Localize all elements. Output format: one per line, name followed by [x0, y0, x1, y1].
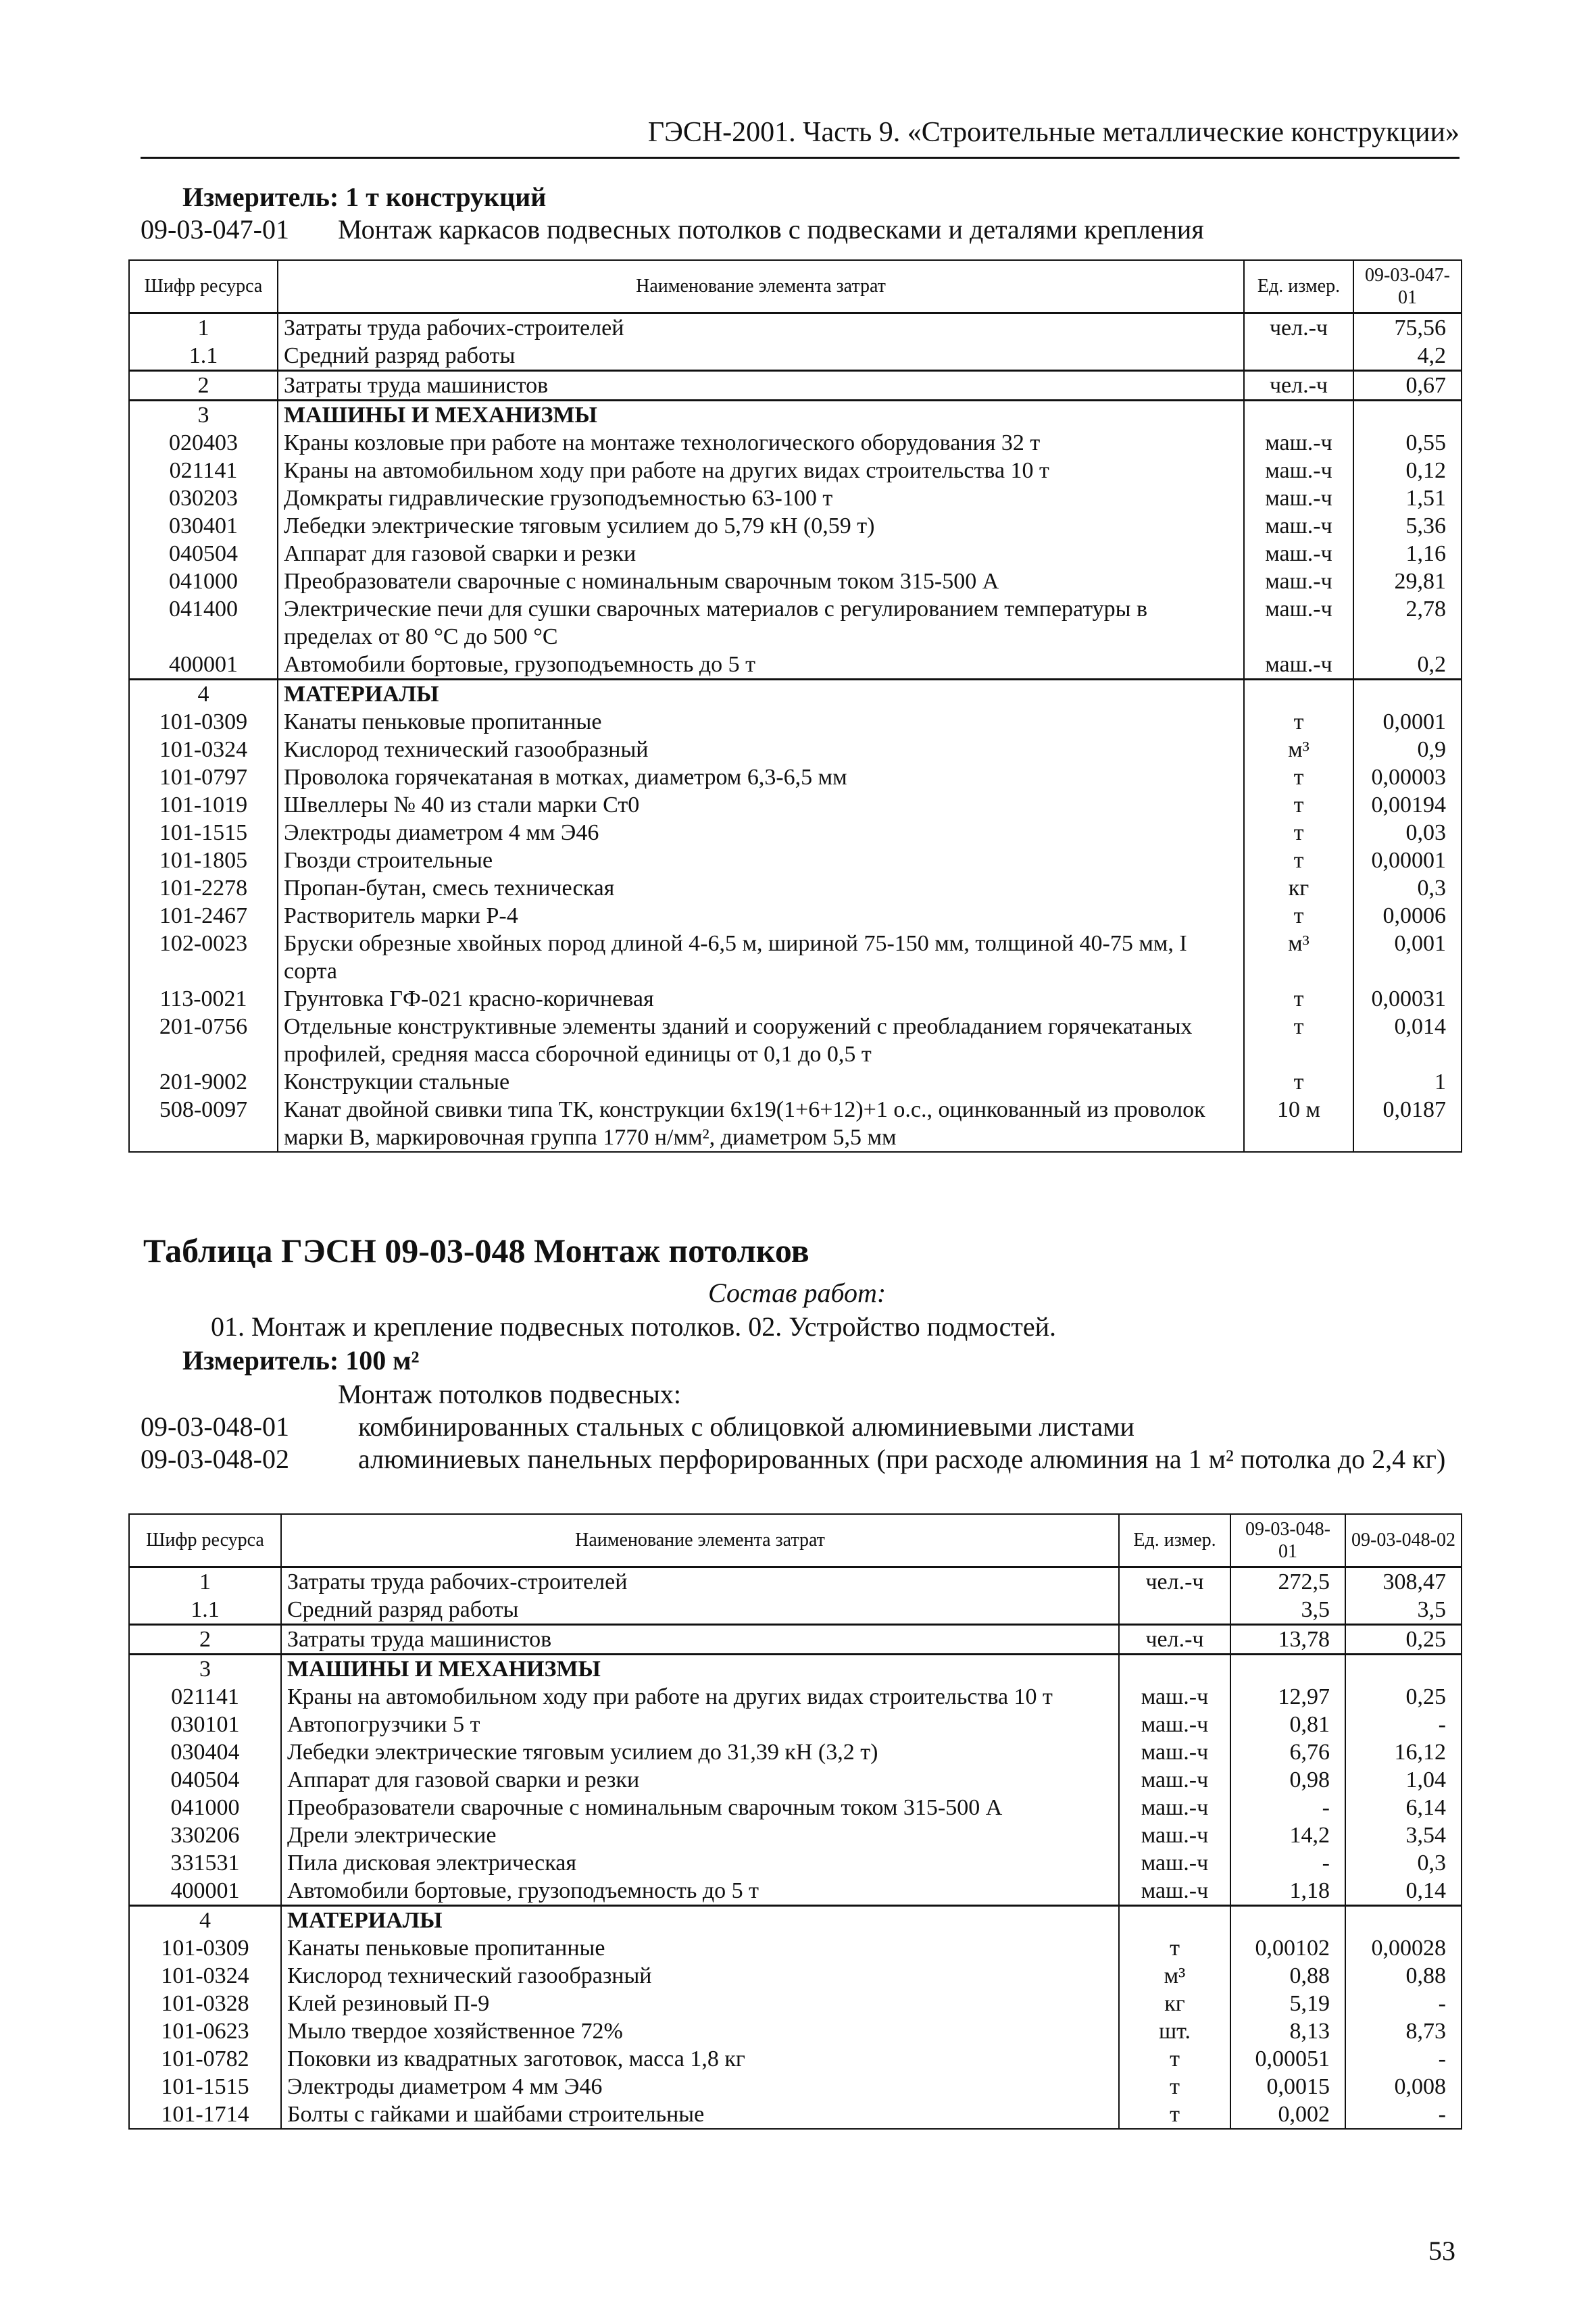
cost-element-name: Лебедки электрические тяговым усилием до 31,39 кН (3,2 т) [281, 1738, 1119, 1766]
norm-code-1: 09-03-047-01 [141, 214, 289, 245]
unit: т [1244, 819, 1353, 847]
cost-element-name: Проволока горячекатаная в мотках, диаметром 6,3-6,5 мм [278, 763, 1244, 791]
resource-code: 040504 [129, 540, 278, 568]
unit: маш.-ч [1244, 512, 1353, 540]
resource-code: 2 [129, 1624, 281, 1654]
cost-element-name: Грунтовка ГФ-021 красно-коричневая [278, 985, 1244, 1013]
cost-element-name: Автомобили бортовые, грузоподъемность до 5 т [281, 1877, 1119, 1906]
resource-code: 1.1 [129, 342, 278, 371]
table-row [129, 429, 1462, 457]
cost-element-name: Дрели электрические [281, 1821, 1119, 1849]
cost-element-name: Преобразователи сварочные с номинальным сварочным током 315-500 А [278, 568, 1244, 595]
unit: т [1244, 708, 1353, 736]
unit: т [1244, 847, 1353, 874]
norm-value: 3,5 [1345, 1596, 1462, 1625]
resource-code: 101-2278 [129, 874, 278, 902]
cost-element-name: Электрические печи для сушки сварочных материалов с регулированием температуры в пределах от 80 °С до 500 °С [278, 595, 1244, 651]
resource-code: 508-0097 [129, 1096, 278, 1152]
unit: т [1119, 2073, 1230, 2101]
table-row [129, 2045, 1462, 2073]
table-row [129, 1962, 1462, 1990]
norm-value: 0,3 [1345, 1849, 1462, 1877]
norm-value: 4,2 [1353, 342, 1462, 371]
resource-code: 4 [129, 679, 278, 708]
norm-value: 29,81 [1353, 568, 1462, 595]
col-header-name: Наименование элемента затрат [278, 260, 1244, 313]
table-row [129, 484, 1462, 512]
norm-value: 0,00001 [1353, 847, 1462, 874]
cost-element-name: МАТЕРИАЛЫ [281, 1905, 1119, 1934]
norm-value: 0,67 [1353, 370, 1462, 400]
norm-value: 0,00194 [1353, 791, 1462, 819]
unit [1244, 400, 1353, 429]
norm-value: 0,00028 [1345, 1934, 1462, 1962]
norm-desc-048-01: комбинированных стальных с облицовкой алюминиевыми листами [358, 1411, 1134, 1442]
resource-code: 030101 [129, 1711, 281, 1738]
cost-element-name: Пропан-бутан, смесь техническая [278, 874, 1244, 902]
cost-element-name: Кислород технический газообразный [278, 736, 1244, 763]
cost-element-name: Средний разряд работы [281, 1596, 1119, 1625]
cost-element-name: Канаты пеньковые пропитанные [281, 1934, 1119, 1962]
measure-1: Измеритель: 1 т конструкций [182, 182, 547, 212]
cost-element-name: Автопогрузчики 5 т [281, 1711, 1119, 1738]
resource-code: 041400 [129, 595, 278, 651]
table-row [129, 1849, 1462, 1877]
norm-value: - [1230, 1794, 1345, 1821]
norm-value: 3,54 [1345, 1821, 1462, 1849]
unit: т [1244, 763, 1353, 791]
resource-code: 4 [129, 1905, 281, 1934]
norm-value: 0,88 [1230, 1962, 1345, 1990]
cost-element-name: Растворитель марки Р-4 [278, 902, 1244, 930]
cost-element-name: Затраты труда рабочих-строителей [281, 1567, 1119, 1596]
unit: т [1244, 902, 1353, 930]
unit [1244, 342, 1353, 371]
unit: т [1119, 2045, 1230, 2073]
cost-element-name: Клей резиновый П-9 [281, 1990, 1119, 2017]
cost-element-name: Затраты труда машинистов [278, 370, 1244, 400]
table-row [129, 1877, 1462, 1906]
table-row [129, 2073, 1462, 2101]
norm-value: 0,001 [1353, 930, 1462, 985]
unit: маш.-ч [1244, 429, 1353, 457]
norm-value: 1,51 [1353, 484, 1462, 512]
table-title-048: Таблица ГЭСН 09-03-048 Монтаж потолков [143, 1232, 809, 1269]
unit: маш.-ч [1119, 1849, 1230, 1877]
unit: маш.-ч [1244, 595, 1353, 651]
resource-code: 101-0324 [129, 736, 278, 763]
cost-element-name: Поковки из квадратных заготовок, масса 1,8 кг [281, 2045, 1119, 2073]
cost-element-name: Затраты труда машинистов [281, 1624, 1119, 1654]
norm-value: 0,12 [1353, 457, 1462, 484]
cost-element-name: Отдельные конструктивные элементы зданий и сооружений с преобладанием горячекатаных профилей, средняя масса сборочной единицы от 0,1 до 0,5 т [278, 1013, 1244, 1068]
cost-element-name: МАТЕРИАЛЫ [278, 679, 1244, 708]
cost-element-name: Домкраты гидравлические грузоподъемностью 63-100 т [278, 484, 1244, 512]
table-row [129, 400, 1462, 429]
cost-element-name: Кислород технический газообразный [281, 1962, 1119, 1990]
resource-code: 101-1805 [129, 847, 278, 874]
norm-value: 1,18 [1230, 1877, 1345, 1906]
running-header: ГЭСН-2001. Часть 9. «Строительные металлические конструкции» [647, 117, 1460, 148]
resource-code: 3 [129, 1654, 281, 1683]
table-row [129, 819, 1462, 847]
norm-code-048-02: 09-03-048-02 [141, 1444, 289, 1474]
resource-code: 2 [129, 370, 278, 400]
cost-element-name: Бруски обрезные хвойных пород длиной 4-6,5 м, шириной 75-150 мм, толщиной 40-75 мм, I сорта [278, 930, 1244, 985]
table-row [129, 2101, 1462, 2129]
table-row [129, 512, 1462, 540]
table-row [129, 708, 1462, 736]
norm-value: 14,2 [1230, 1821, 1345, 1849]
composition-text: 01. Монтаж и крепление подвесных потолков. 02. Устройство подмостей. [211, 1311, 1057, 1342]
unit: маш.-ч [1119, 1738, 1230, 1766]
resource-code: 330206 [129, 1821, 281, 1849]
resource-code: 3 [129, 400, 278, 429]
norm-value: 0,0015 [1230, 2073, 1345, 2101]
resource-code: 021141 [129, 1683, 281, 1711]
norm-value: 0,25 [1345, 1624, 1462, 1654]
table-row [129, 540, 1462, 568]
table-row [129, 1934, 1462, 1962]
unit: т [1244, 1013, 1353, 1068]
table-row [129, 1738, 1462, 1766]
table-row [129, 791, 1462, 819]
norm-value: 0,25 [1345, 1683, 1462, 1711]
cost-element-name: Краны козловые при работе на монтаже технологического оборудования 32 т [278, 429, 1244, 457]
table-row [129, 370, 1462, 400]
norm-value [1230, 1905, 1345, 1934]
cost-element-name: Аппарат для газовой сварки и резки [281, 1766, 1119, 1794]
cost-element-name: Преобразователи сварочные с номинальным сварочным током 315-500 А [281, 1794, 1119, 1821]
norm-value: 1,16 [1353, 540, 1462, 568]
unit: чел.-ч [1119, 1567, 1230, 1596]
norm-code-048-01: 09-03-048-01 [141, 1411, 289, 1442]
unit: кг [1119, 1990, 1230, 2017]
cost-element-name: Швеллеры № 40 из стали марки Ст0 [278, 791, 1244, 819]
resource-code: 400001 [129, 1877, 281, 1906]
unit: кг [1244, 874, 1353, 902]
cost-element-name: Конструкции стальные [278, 1068, 1244, 1096]
table-row [129, 313, 1462, 342]
col-header-value: 09-03-047-01 [1353, 260, 1462, 313]
norm-value: - [1345, 1711, 1462, 1738]
norm-value: 5,36 [1353, 512, 1462, 540]
cost-element-name: Электроды диаметром 4 мм Э46 [278, 819, 1244, 847]
norm-value: 0,002 [1230, 2101, 1345, 2129]
col-header-code: Шифр ресурса [129, 260, 278, 313]
unit: маш.-ч [1119, 1877, 1230, 1906]
table-row [129, 1766, 1462, 1794]
unit: маш.-ч [1244, 457, 1353, 484]
table-row [129, 1624, 1462, 1654]
cost-element-name: Краны на автомобильном ходу при работе на других видах строительства 10 т [278, 457, 1244, 484]
norm-value: - [1345, 1990, 1462, 2017]
resource-code: 1.1 [129, 1596, 281, 1625]
resource-code: 101-1515 [129, 819, 278, 847]
norm-value: 12,97 [1230, 1683, 1345, 1711]
composition-label: Состав работ: [708, 1278, 887, 1308]
table-row [129, 651, 1462, 680]
measure-2: Измеритель: 100 м² [182, 1345, 420, 1376]
norm-value: 0,14 [1345, 1877, 1462, 1906]
norm-value [1230, 1654, 1345, 1683]
table-row [129, 1596, 1462, 1625]
unit: маш.-ч [1244, 540, 1353, 568]
table-row [129, 930, 1462, 985]
cost-element-name: Канаты пеньковые пропитанные [278, 708, 1244, 736]
cost-element-name: Мыло твердое хозяйственное 72% [281, 2017, 1119, 2045]
cost-element-name: Пила дисковая электрическая [281, 1849, 1119, 1877]
cost-element-name: МАШИНЫ И МЕХАНИЗМЫ [278, 400, 1244, 429]
norm-value: 8,13 [1230, 2017, 1345, 2045]
table-row [129, 2017, 1462, 2045]
unit: т [1244, 985, 1353, 1013]
table-row [129, 1905, 1462, 1934]
norm-value: 5,19 [1230, 1990, 1345, 2017]
norm-value: - [1345, 2101, 1462, 2129]
resource-code: 101-2467 [129, 902, 278, 930]
norm-value: 0,03 [1353, 819, 1462, 847]
unit: маш.-ч [1119, 1794, 1230, 1821]
resource-code: 020403 [129, 429, 278, 457]
norm-value: 0,00003 [1353, 763, 1462, 791]
table-row [129, 736, 1462, 763]
unit: маш.-ч [1244, 568, 1353, 595]
unit: шт. [1119, 2017, 1230, 2045]
norm-value: 6,76 [1230, 1738, 1345, 1766]
norm-value: 16,12 [1345, 1738, 1462, 1766]
norm-value: 0,00102 [1230, 1934, 1345, 1962]
unit: маш.-ч [1244, 484, 1353, 512]
unit: т [1119, 2101, 1230, 2129]
norm-value: 0,008 [1345, 2073, 1462, 2101]
resource-code: 102-0023 [129, 930, 278, 985]
table-row [129, 1794, 1462, 1821]
table-row [129, 457, 1462, 484]
table-row [129, 568, 1462, 595]
cost-element-name: Канат двойной свивки типа ТК, конструкции 6х19(1+6+12)+1 о.с., оцинкованный из проволок марки В, маркировочная группа 1770 н/мм², диаметром 5,5 мм [278, 1096, 1244, 1152]
cost-element-name: Аппарат для газовой сварки и резки [278, 540, 1244, 568]
col-header-code: Шифр ресурса [129, 1514, 281, 1567]
norm-value: 0,3 [1353, 874, 1462, 902]
norm-desc-048-02: алюминиевых панельных перфорированных (при расходе алюминия на 1 м² потолка до 2,4 кг) [358, 1444, 1446, 1474]
cost-element-name: МАШИНЫ И МЕХАНИЗМЫ [281, 1654, 1119, 1683]
norm-value: 75,56 [1353, 313, 1462, 342]
norm-value: 0,88 [1345, 1962, 1462, 1990]
cost-element-name: Краны на автомобильном ходу при работе на других видах строительства 10 т [281, 1683, 1119, 1711]
cost-element-name: Лебедки электрические тяговым усилием до 5,79 кН (0,59 т) [278, 512, 1244, 540]
norm-value: 8,73 [1345, 2017, 1462, 2045]
col-header-unit: Ед. измер. [1119, 1514, 1230, 1567]
norm-value: 0,00031 [1353, 985, 1462, 1013]
resource-code: 101-0309 [129, 1934, 281, 1962]
table-row [129, 342, 1462, 371]
table-row [129, 1068, 1462, 1096]
col-header-value-1: 09-03-048-01 [1230, 1514, 1345, 1567]
table-row [129, 1821, 1462, 1849]
col-header-value-2: 09-03-048-02 [1345, 1514, 1462, 1567]
resource-code: 101-1019 [129, 791, 278, 819]
norm-value: 1,04 [1345, 1766, 1462, 1794]
unit: т [1244, 791, 1353, 819]
norm-value: 308,47 [1345, 1567, 1462, 1596]
resource-code: 331531 [129, 1849, 281, 1877]
norm-value [1353, 400, 1462, 429]
resource-code: 041000 [129, 1794, 281, 1821]
unit: маш.-ч [1119, 1821, 1230, 1849]
table-row [129, 763, 1462, 791]
resource-code: 030401 [129, 512, 278, 540]
resource-code: 1 [129, 1567, 281, 1596]
unit [1244, 679, 1353, 708]
subtitle-2: Монтаж потолков подвесных: [338, 1379, 682, 1409]
table-row [129, 1654, 1462, 1683]
table-row [129, 1711, 1462, 1738]
table-row [129, 1683, 1462, 1711]
resource-code: 101-0797 [129, 763, 278, 791]
unit: м³ [1119, 1962, 1230, 1990]
resource-code: 1 [129, 313, 278, 342]
norm-value: 0,00051 [1230, 2045, 1345, 2073]
unit: т [1119, 1934, 1230, 1962]
unit [1119, 1905, 1230, 1934]
table-row [129, 1096, 1462, 1152]
unit: маш.-ч [1119, 1683, 1230, 1711]
resource-code: 101-1714 [129, 2101, 281, 2129]
cost-element-name: Электроды диаметром 4 мм Э46 [281, 2073, 1119, 2101]
cost-element-name: Болты с гайками и шайбами строительные [281, 2101, 1119, 2129]
resource-code: 101-1515 [129, 2073, 281, 2101]
norm-value: 0,014 [1353, 1013, 1462, 1068]
col-header-unit: Ед. измер. [1244, 260, 1353, 313]
norm-table-048 [128, 1513, 1462, 2130]
table-row [129, 679, 1462, 708]
unit: чел.-ч [1119, 1624, 1230, 1654]
resource-code: 113-0021 [129, 985, 278, 1013]
norm-value: 1 [1353, 1068, 1462, 1096]
unit: маш.-ч [1119, 1766, 1230, 1794]
table-row [129, 1013, 1462, 1068]
norm-value: 0,55 [1353, 429, 1462, 457]
norm-value: 0,2 [1353, 651, 1462, 680]
norm-value [1345, 1905, 1462, 1934]
unit: маш.-ч [1119, 1711, 1230, 1738]
norm-value: 13,78 [1230, 1624, 1345, 1654]
norm-value: - [1345, 2045, 1462, 2073]
table-row [129, 902, 1462, 930]
norm-value [1353, 679, 1462, 708]
resource-code: 030203 [129, 484, 278, 512]
norm-value: 3,5 [1230, 1596, 1345, 1625]
norm-table-047 [128, 259, 1462, 1153]
resource-code: 201-9002 [129, 1068, 278, 1096]
unit: маш.-ч [1244, 651, 1353, 680]
table-row [129, 1567, 1462, 1596]
norm-value: 6,14 [1345, 1794, 1462, 1821]
resource-code: 021141 [129, 457, 278, 484]
cost-element-name: Затраты труда рабочих-строителей [278, 313, 1244, 342]
table-row [129, 874, 1462, 902]
norm-value: 0,9 [1353, 736, 1462, 763]
cost-element-name: Автомобили бортовые, грузоподъемность до 5 т [278, 651, 1244, 680]
resource-code: 030404 [129, 1738, 281, 1766]
resource-code: 101-0623 [129, 2017, 281, 2045]
table-row [129, 1990, 1462, 2017]
unit [1119, 1654, 1230, 1683]
unit: т [1244, 1068, 1353, 1096]
header-rule [141, 157, 1460, 159]
col-header-name: Наименование элемента затрат [281, 1514, 1119, 1567]
table-row [129, 985, 1462, 1013]
resource-code: 101-0328 [129, 1990, 281, 2017]
norm-value: 272,5 [1230, 1567, 1345, 1596]
cost-element-name: Гвозди строительные [278, 847, 1244, 874]
norm-value: 0,0006 [1353, 902, 1462, 930]
norm-value: 2,78 [1353, 595, 1462, 651]
norm-value: 0,0001 [1353, 708, 1462, 736]
unit [1119, 1596, 1230, 1625]
norm-value [1345, 1654, 1462, 1683]
resource-code: 040504 [129, 1766, 281, 1794]
norm-value: 0,81 [1230, 1711, 1345, 1738]
table-row [129, 847, 1462, 874]
unit: м³ [1244, 930, 1353, 985]
resource-code: 101-0309 [129, 708, 278, 736]
cost-element-name: Средний разряд работы [278, 342, 1244, 371]
unit: чел.-ч [1244, 313, 1353, 342]
resource-code: 201-0756 [129, 1013, 278, 1068]
resource-code: 400001 [129, 651, 278, 680]
norm-title-1: Монтаж каркасов подвесных потолков с подвесками и деталями крепления [338, 214, 1204, 245]
page-number: 53 [1428, 2236, 1455, 2266]
unit: чел.-ч [1244, 370, 1353, 400]
resource-code: 041000 [129, 568, 278, 595]
unit: м³ [1244, 736, 1353, 763]
table-row [129, 595, 1462, 651]
resource-code: 101-0324 [129, 1962, 281, 1990]
unit: 10 м [1244, 1096, 1353, 1152]
norm-value: 0,98 [1230, 1766, 1345, 1794]
norm-value: 0,0187 [1353, 1096, 1462, 1152]
resource-code: 101-0782 [129, 2045, 281, 2073]
norm-value: - [1230, 1849, 1345, 1877]
